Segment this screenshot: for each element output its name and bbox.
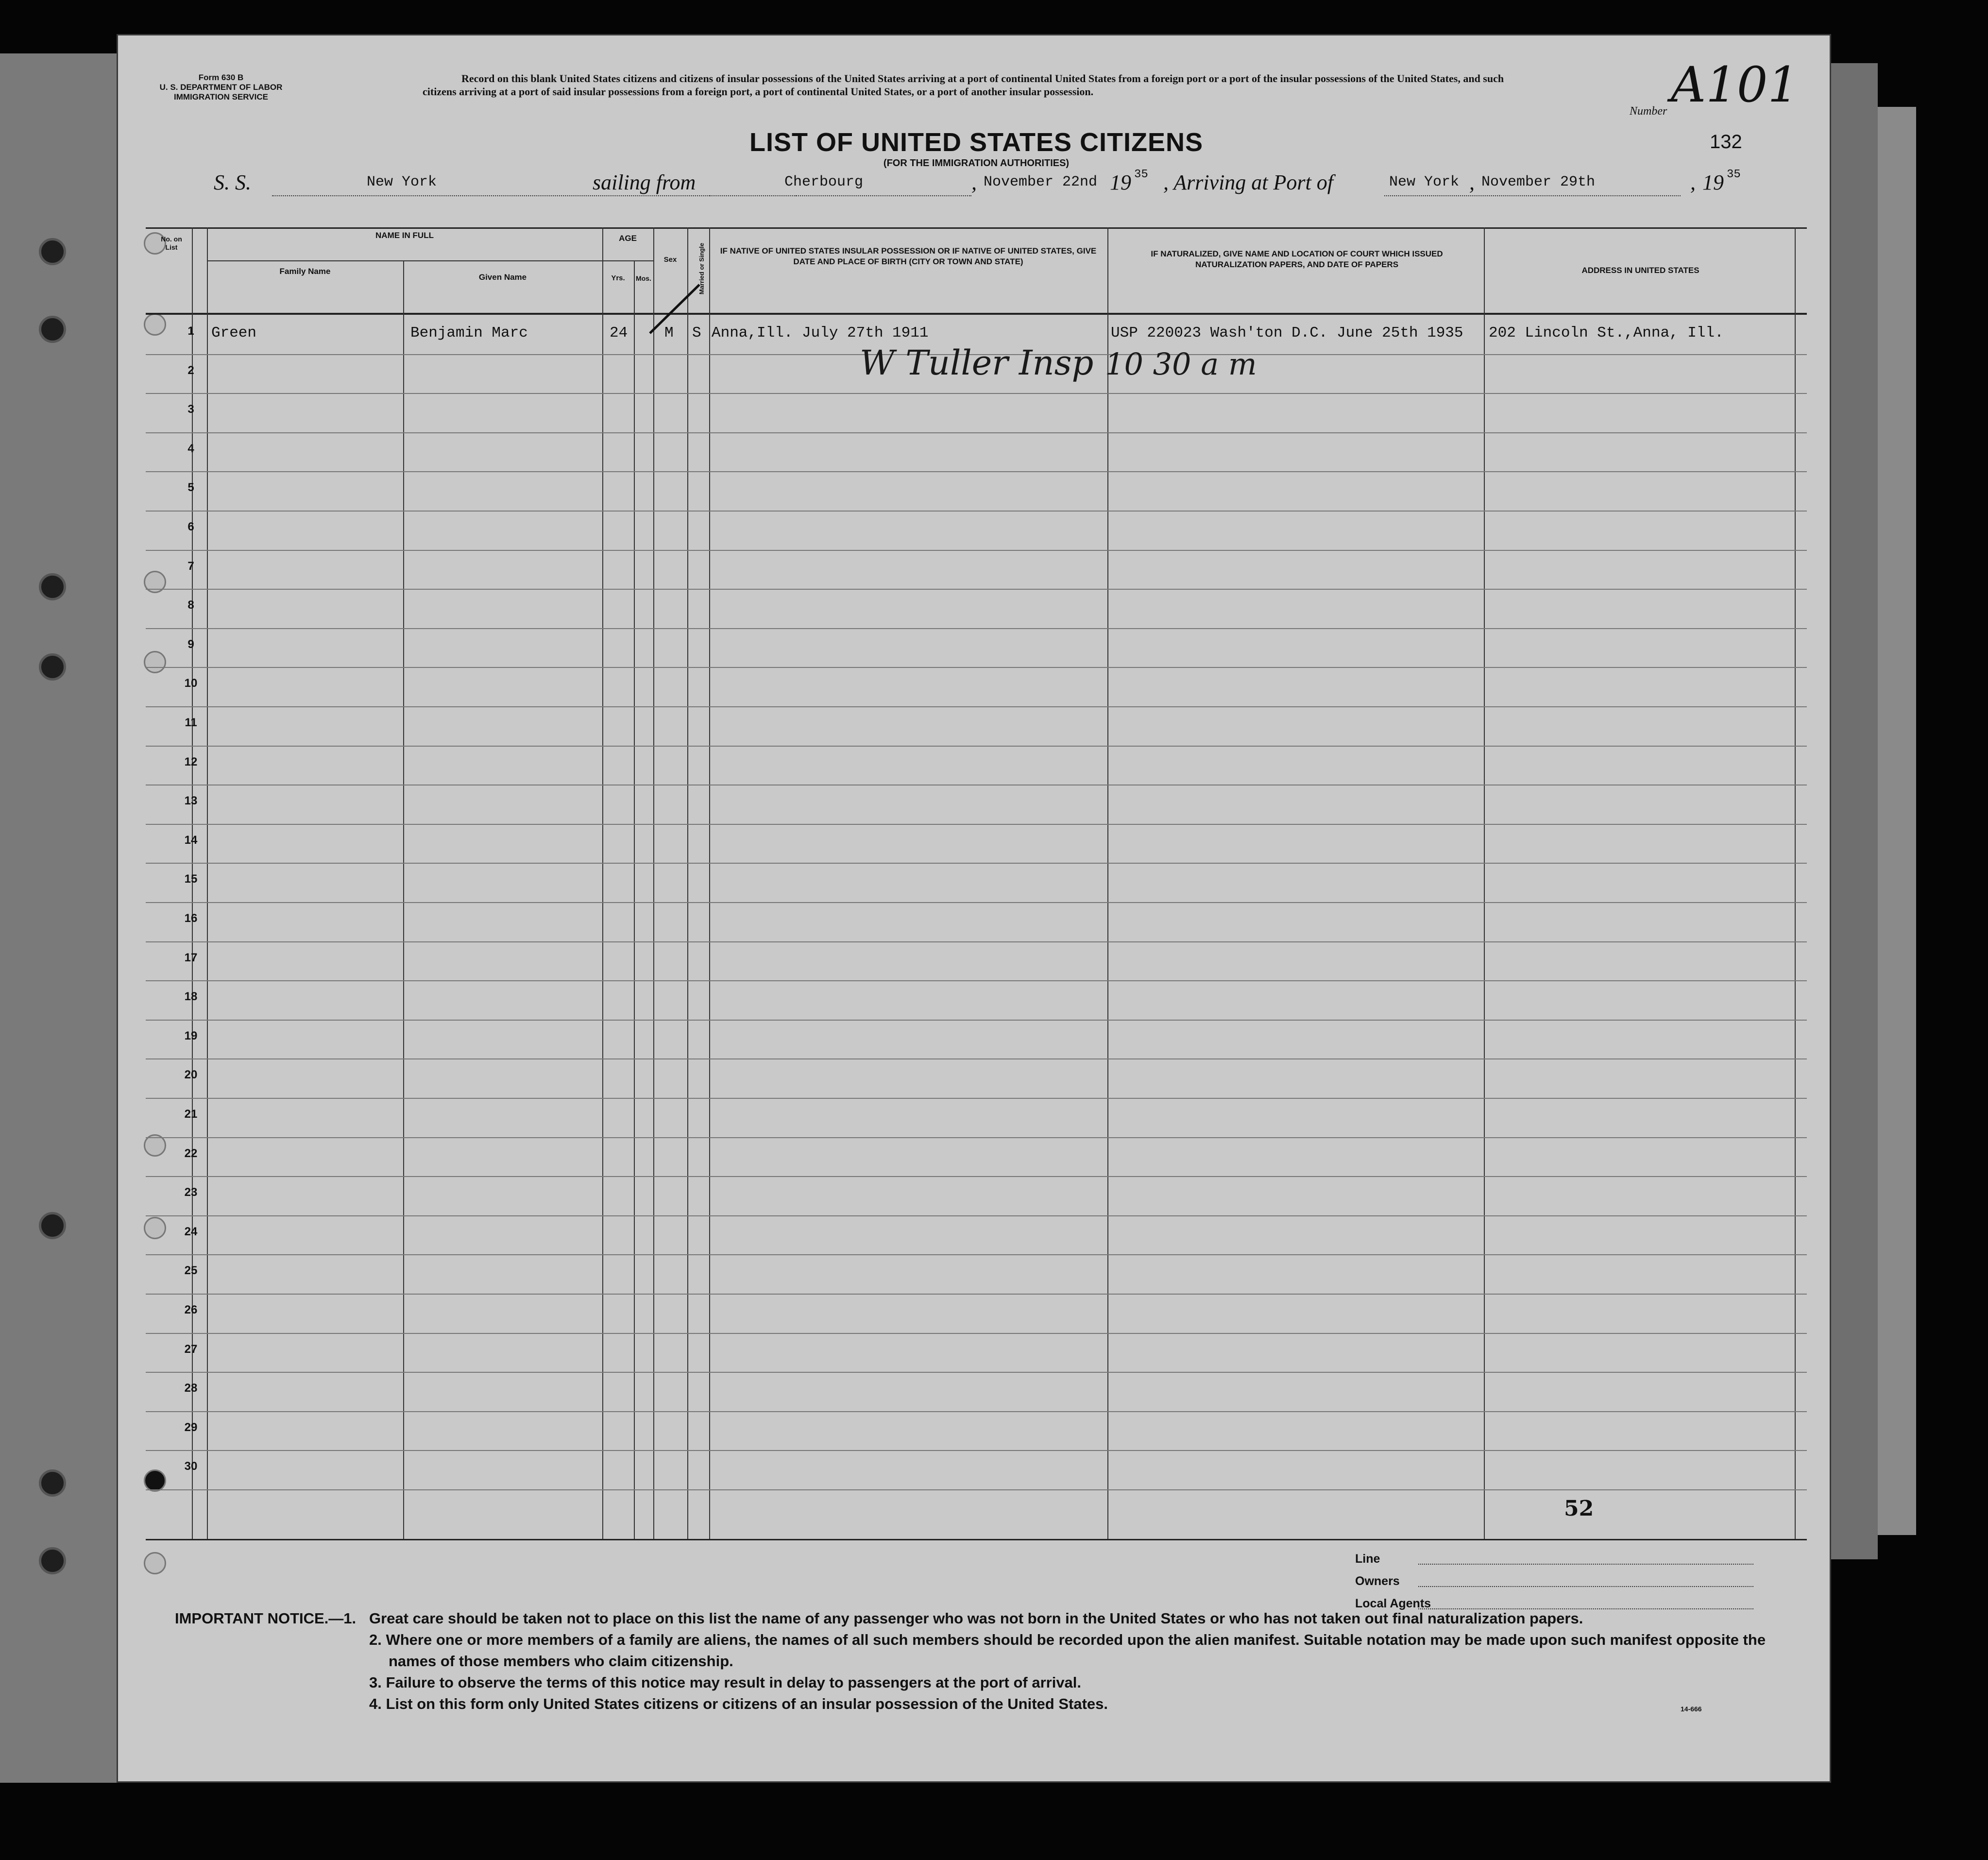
page-title: LIST OF UNITED STATES CITIZENS — [749, 128, 1203, 157]
row-number: 24 — [184, 1225, 198, 1238]
row-rule — [146, 393, 1807, 394]
departure-port: Cherbourg — [784, 174, 864, 190]
age-slash-mark — [646, 281, 704, 339]
row-rule — [146, 432, 1807, 433]
header-given-name: Given Name — [478, 273, 527, 282]
binder-hole — [39, 1212, 66, 1239]
row1-naturalization: USP 220023 Wash'ton D.C. June 25th 1935 — [1111, 324, 1463, 341]
form-identifier — [146, 73, 296, 102]
passenger-table — [146, 227, 1807, 1544]
arrival-year: 35 — [1727, 168, 1741, 181]
departure-year: 35 — [1134, 168, 1148, 181]
row-rule — [146, 1098, 1807, 1099]
notice-label: IMPORTANT NOTICE.—1. — [175, 1610, 357, 1627]
form-code: 14-666 — [1681, 1705, 1702, 1713]
row-number: 20 — [184, 1068, 198, 1082]
row-number: 16 — [184, 912, 198, 925]
number-label: Number — [1630, 105, 1667, 118]
header-years: Yrs. — [611, 274, 625, 282]
row-rule — [146, 1411, 1807, 1412]
page-number: 132 — [1710, 131, 1742, 153]
row-rule — [146, 471, 1807, 472]
row-rule — [146, 1294, 1807, 1295]
departure-underline — [709, 195, 971, 196]
form-number: Form 630 B — [198, 73, 244, 82]
row-rule — [146, 706, 1807, 707]
row-number: 3 — [187, 403, 194, 416]
row-rule — [146, 1450, 1807, 1451]
row-rule — [146, 628, 1807, 629]
binder-hole — [39, 1469, 66, 1497]
header-name-in-full: NAME IN FULL — [375, 231, 434, 240]
row-number: 19 — [184, 1029, 198, 1042]
header-family-name: Family Name — [279, 267, 331, 276]
row-number: 18 — [184, 990, 198, 1004]
binder-hole — [39, 573, 66, 600]
row1-marital-status: S — [692, 324, 701, 341]
row-number: 23 — [184, 1186, 198, 1199]
row1-birth: Anna,Ill. July 27th 1911 — [712, 324, 929, 341]
row-number: 6 — [187, 520, 194, 533]
row-number: 1 — [187, 324, 194, 338]
notice-item-3: 3. Failure to observe the terms of this notice may result in delay to passengers at the port of arrival. — [369, 1674, 1082, 1691]
row-rule — [146, 1020, 1807, 1021]
row-rule — [146, 667, 1807, 668]
row-rule — [146, 589, 1807, 590]
ss-label: S. S. — [214, 171, 251, 194]
row-number: 22 — [184, 1146, 198, 1160]
sailing-label: sailing from — [593, 171, 696, 194]
binder-hole — [39, 316, 66, 343]
row-rule — [146, 1215, 1807, 1216]
notice-item-4: 4. List on this form only United States citizens or citizens of an insular possession of the United States. — [369, 1695, 1108, 1712]
department-name: U. S. DEPARTMENT OF LABOR — [159, 83, 283, 92]
row-rule — [146, 746, 1807, 747]
row-rule — [146, 1254, 1807, 1255]
notice-item-2: 2. Where one or more members of a family are aliens, the names of all such members should be recorded upon the alien manifest. Suitable notation may be made upon such manifest opposite the names of those members who claim citizenship. — [369, 1631, 1766, 1670]
row-rule — [146, 824, 1807, 825]
row-number: 25 — [184, 1264, 198, 1278]
inspector-signature: W Tuller Insp — [860, 343, 1094, 383]
row-rule — [146, 1058, 1807, 1059]
row-rule — [146, 1372, 1807, 1373]
row-number: 29 — [184, 1420, 198, 1434]
line-label: Line — [1355, 1552, 1380, 1566]
year-prefix: 19 — [1110, 171, 1131, 194]
binder-hole — [39, 1547, 66, 1574]
arrival-date: November 29th — [1481, 174, 1596, 190]
header-married-single: Married or Single — [698, 242, 705, 295]
inspection-time: 10 30 a m — [1105, 346, 1257, 382]
year-prefix: 19 — [1702, 171, 1724, 194]
row-rule — [146, 863, 1807, 864]
header-age: AGE — [619, 234, 637, 243]
departure-date: November 22nd — [984, 174, 1098, 190]
row-number: 30 — [184, 1460, 198, 1473]
row1-family-name: Green — [211, 324, 257, 341]
row1-address: 202 Lincoln St.,Anna, Ill. — [1489, 324, 1724, 341]
total-count: 52 — [1564, 1496, 1594, 1521]
voyage-line: S. S. New York sailing from Cherbourg , November 22nd 19 35 , Arriving at Port of New York , November 29th , 19 35 — [214, 170, 1768, 209]
header-months: Mos. — [636, 274, 651, 282]
row-number: 17 — [184, 951, 198, 964]
row1-age-years: 24 — [610, 324, 628, 341]
header-birth: IF NATIVE OF UNITED STATES INSULAR POSSESSION OR IF NATIVE OF UNITED STATES, GIVE DATE AND PLACE OF BIRTH (CITY OR TOWN AND STATE) — [720, 246, 1097, 266]
row-rule — [146, 550, 1807, 551]
binder-hole — [39, 238, 66, 265]
row-number: 12 — [184, 755, 198, 768]
row-number: 15 — [184, 872, 198, 886]
row-rule — [146, 1489, 1807, 1490]
row-number: 28 — [184, 1382, 198, 1395]
form-instructions: Record on this blank United States citizens and citizens of insular possessions of the United States arriving at a port of continental United States from a foreign port or a port of the insular possessions of the United States, and such citizens arriving at a port of said insular possessions from a foreign port, a port of continental United States, or a port of another insular possession. — [423, 72, 1504, 98]
header-list-number: No. on List — [161, 235, 182, 251]
row-rule — [146, 941, 1807, 942]
notice-item-1: Great care should be taken not to place on this list the name of any passenger who was not born in the United States or who has not taken out final naturalization papers. — [369, 1610, 1583, 1627]
row-number: 5 — [187, 481, 194, 495]
owners-label: Owners — [1355, 1574, 1400, 1588]
list-number: A101 — [1671, 56, 1799, 113]
row-number: 7 — [187, 559, 194, 573]
header-sex: Sex — [663, 256, 677, 264]
row-rule — [146, 511, 1807, 512]
row-rule — [146, 1333, 1807, 1334]
row-number: 11 — [185, 716, 197, 729]
punch-mark — [144, 1552, 166, 1574]
row-number: 13 — [184, 794, 198, 808]
row-rule — [146, 980, 1807, 981]
row-number: 4 — [187, 442, 194, 455]
arrival-port: New York — [1389, 174, 1460, 190]
row-number: 27 — [184, 1342, 198, 1356]
row-number: 26 — [184, 1303, 198, 1316]
row-rule — [146, 902, 1807, 903]
arriving-label: , Arriving at Port of — [1163, 171, 1333, 194]
row-number: 21 — [184, 1108, 198, 1121]
row-number: 8 — [187, 598, 194, 612]
arrival-underline — [1384, 195, 1681, 196]
row1-given-name: Benjamin Marc — [410, 324, 528, 341]
binder-hole — [39, 653, 66, 681]
header-naturalized: IF NATURALIZED, GIVE NAME AND LOCATION OF COURT WHICH ISSUED NATURALIZATION PAPERS, AND DATE OF PAPERS — [1151, 249, 1443, 269]
left-binding-strip — [0, 53, 117, 1783]
row-number: 2 — [187, 363, 194, 377]
row-rule — [146, 1176, 1807, 1177]
row-rule — [146, 1137, 1807, 1138]
row1-sex: M — [664, 324, 674, 341]
service-name: IMMIGRATION SERVICE — [174, 92, 268, 102]
row-number: 9 — [187, 637, 194, 651]
row-number: 14 — [184, 833, 198, 847]
page-subtitle: (FOR THE IMMIGRATION AUTHORITIES) — [883, 158, 1070, 169]
row-number: 10 — [184, 677, 198, 690]
local-agents-label: Local Agents — [1355, 1597, 1431, 1610]
ship-name: New York — [367, 174, 437, 190]
header-address: ADDRESS IN UNITED STATES — [1581, 266, 1699, 275]
